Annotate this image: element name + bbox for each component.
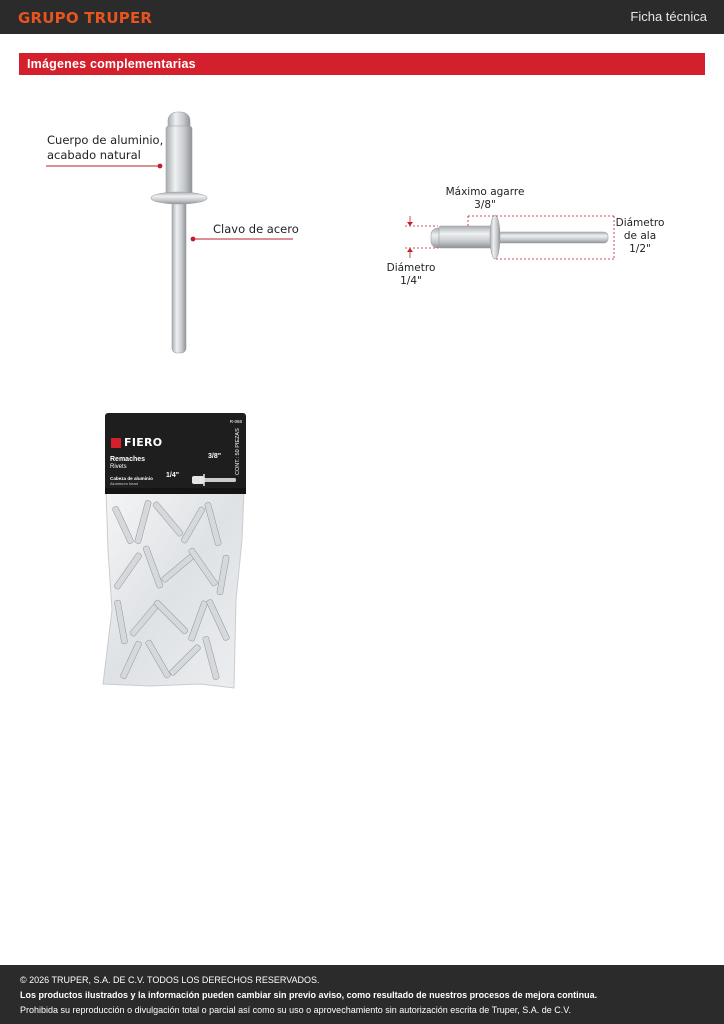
package-name-en: Rivets: [110, 464, 127, 470]
diameter-value: 1/4": [400, 275, 422, 287]
package-diameter: 1/4": [166, 472, 180, 479]
body-callout-line1: Cuerpo de aluminio,: [47, 133, 164, 147]
footer: [0, 965, 724, 1024]
flange-label-line1: Diámetro: [615, 217, 665, 229]
package-grip: 3/8": [208, 453, 222, 460]
mandrel-callout: Clavo de acero: [213, 222, 299, 236]
package-name-es: Remaches: [110, 456, 146, 463]
package-head-es: Cabeza de aluminio: [110, 476, 153, 481]
body-callout-line2: acabado natural: [47, 148, 141, 162]
package-pieces: CONT.: 50 PIEZAS: [235, 428, 241, 475]
document-type: Ficha técnica: [630, 9, 707, 24]
package-card: [105, 413, 246, 493]
diameter-label: Diámetro: [386, 262, 436, 274]
footer-copyright: © 2026 TRUPER, S.A. DE C.V. TODOS LOS DERECHOS RESERVADOS.: [20, 975, 320, 985]
flange-value: 1/2": [629, 243, 651, 255]
package-brand: FIERO: [124, 436, 163, 449]
grip-label: Máximo agarre: [445, 186, 525, 198]
flange-label-line2: de ala: [623, 230, 657, 242]
section-title: Imágenes complementarias: [27, 57, 196, 71]
footer-prohibition: Prohibida su reproducción o divulgación total o parcial así como su uso o aprovechamiento sin autorización escrita de Truper, S.A. de C.V.: [20, 1005, 571, 1015]
package-head-en: Aluminum head: [110, 481, 138, 486]
package-code: R-068: [229, 419, 242, 424]
grip-value: 3/8": [474, 199, 496, 211]
brand-logo: GRUPO TRUPER: [18, 9, 153, 27]
footer-notice: Los productos ilustrados y la información pueden cambiar sin previo aviso, como resultado de nuestros procesos de mejora continua.: [20, 990, 598, 1000]
